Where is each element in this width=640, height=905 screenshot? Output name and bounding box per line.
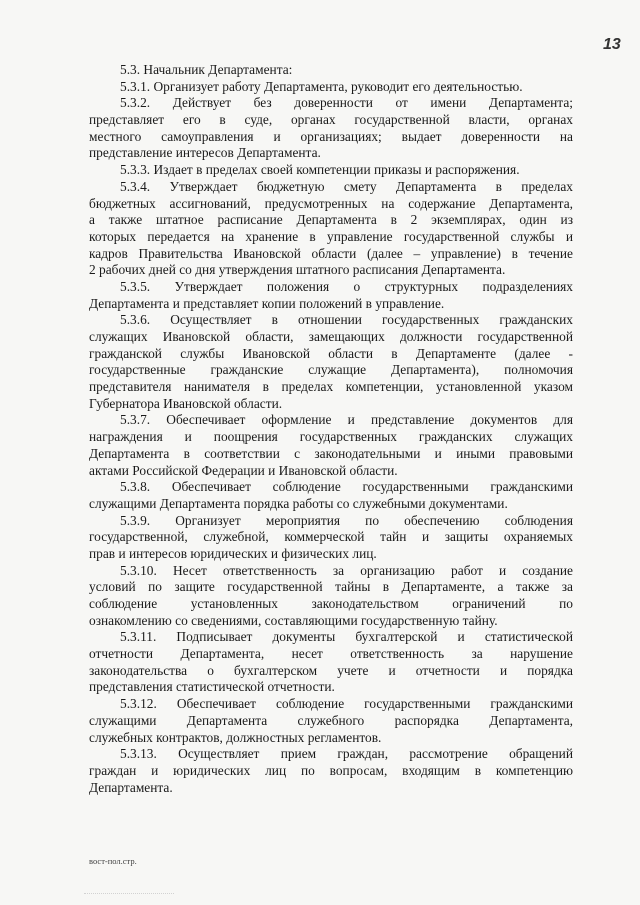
text-line: 5.3.13. Осуществляет прием граждан, рассмотрение обращений — [120, 746, 573, 762]
text-line: 5.3.1. Организует работу Департамента, руководит его деятельностью. — [120, 78, 523, 94]
text-line: законодательства о бухгалтерском учете и отчетности и порядка — [89, 662, 573, 678]
text-line: 5.3.10. Несет ответственность за организацию работ и создание — [120, 562, 573, 578]
text-line: 5.3.6. Осуществляет в отношении государственных гражданских — [120, 312, 573, 328]
text-line: местного самоуправления и организациях; выдает доверенности на — [89, 128, 573, 144]
text-line: Департамента в соответствии с законодательными и иными правовыми — [89, 445, 573, 461]
text-line: гражданской службы Ивановской области в Департаменте (далее - — [89, 345, 573, 361]
paragraph-5-3-11 — [89, 629, 573, 696]
text-line: 5.3.3. Издает в пределах своей компетенции приказы и распоряжения. — [120, 162, 520, 178]
text-line: награждения и поощрения государственных гражданских служащих — [89, 429, 573, 445]
text-line: 5.3.12. Обеспечивает соблюдение государственными гражданскими — [120, 696, 573, 712]
text-line: государственной, служебной, коммерческой тайн и защиты охраняемых — [89, 529, 573, 545]
text-line: 5.3.5. Утверждает положения о структурных подразделениях — [120, 278, 573, 294]
paragraph-5-3-1 — [89, 79, 573, 96]
text-line: ознакомлению со сведениями, составляющими государственную тайну. — [89, 612, 498, 628]
text-line: служебных контрактов, должностных регламентов. — [89, 729, 382, 745]
text-line: актами Российской Федерации и Ивановской области. — [89, 462, 398, 478]
text-line: государственные гражданские служащие Департамента), полномочия — [89, 362, 573, 378]
paragraph-5-3-6 — [89, 312, 573, 412]
text-line: представителя нанимателя в пределах компетенции, установленной указом — [89, 379, 573, 395]
text-line: граждан и юридических лиц по вопросам, входящим в компетенцию — [89, 762, 573, 778]
text-line: условий по защите государственной тайны в Департаменте, а также за — [89, 579, 573, 595]
document-body — [89, 62, 573, 796]
paragraph-5-3-8 — [89, 479, 573, 512]
paragraph-5-3 — [89, 62, 573, 79]
paragraph-5-3-9 — [89, 513, 573, 563]
text-line: 5.3.7. Обеспечивает оформление и представление документов для — [120, 412, 573, 428]
paragraph-5-3-4 — [89, 179, 573, 279]
footer-note: вост-пол.стр. — [89, 856, 137, 866]
paragraph-5-3-12 — [89, 696, 573, 746]
page-number: 13 — [603, 36, 621, 53]
text-line: Департамента. — [89, 779, 173, 795]
text-line: служащими Департамента служебного распорядка Департамента, — [89, 712, 573, 728]
paragraph-5-3-13 — [89, 746, 573, 796]
paragraph-5-3-7 — [89, 412, 573, 479]
text-line: отчетности Департамента, несет ответственность за нарушение — [89, 646, 573, 662]
paragraph-5-3-3 — [89, 162, 573, 179]
text-line: служащих Ивановской области, замещающих должности государственной — [89, 329, 573, 344]
text-line: 5.3.4. Утверждает бюджетную смету Департамента в пределах — [120, 178, 573, 194]
paragraph-5-3-10 — [89, 563, 573, 630]
faint-stamp-mark — [84, 893, 174, 899]
text-line: служащими Департамента порядка работы со служебными документами. — [89, 495, 508, 511]
text-line: которых передается на хранение в управление государственной службы и — [89, 228, 573, 244]
text-line: прав и интересов юридических и физических лиц. — [89, 545, 377, 561]
paragraph-5-3-2 — [89, 95, 573, 162]
text-line: 5.3.9. Организует мероприятия по обеспечению соблюдения — [120, 512, 573, 528]
text-line: 2 рабочих дней со дня утверждения штатного расписания Департамента. — [89, 262, 506, 278]
text-line: 5.3.11. Подписывает документы бухгалтерской и статистической — [120, 629, 573, 645]
text-line: представление интересов Департамента. — [89, 145, 321, 161]
text-line: 5.3.8. Обеспечивает соблюдение государственными гражданскими — [120, 479, 573, 495]
text-line: а также штатное расписание Департамента в 2 экземплярах, один из — [89, 212, 573, 228]
text-line: 5.3. Начальник Департамента: — [120, 62, 293, 77]
paragraph-5-3-5 — [89, 279, 573, 312]
text-line: Губернатора Ивановской области. — [89, 395, 283, 411]
text-line: бюджетных ассигнований, предусмотренных на содержание Департамента, — [89, 195, 573, 211]
text-line: Департамента и представляет копии положений в управление. — [89, 295, 445, 311]
text-line: соблюдение установленных законодательством ограничений по — [89, 596, 573, 611]
text-line: кадров Правительства Ивановской области (далее – управление) в течение — [89, 245, 573, 261]
text-line: 5.3.2. Действует без доверенности от имени Департамента; — [120, 95, 573, 111]
text-line: представления статистической отчетности. — [89, 679, 335, 695]
text-line: представляет его в суде, органах государственной власти, органах — [89, 112, 573, 128]
